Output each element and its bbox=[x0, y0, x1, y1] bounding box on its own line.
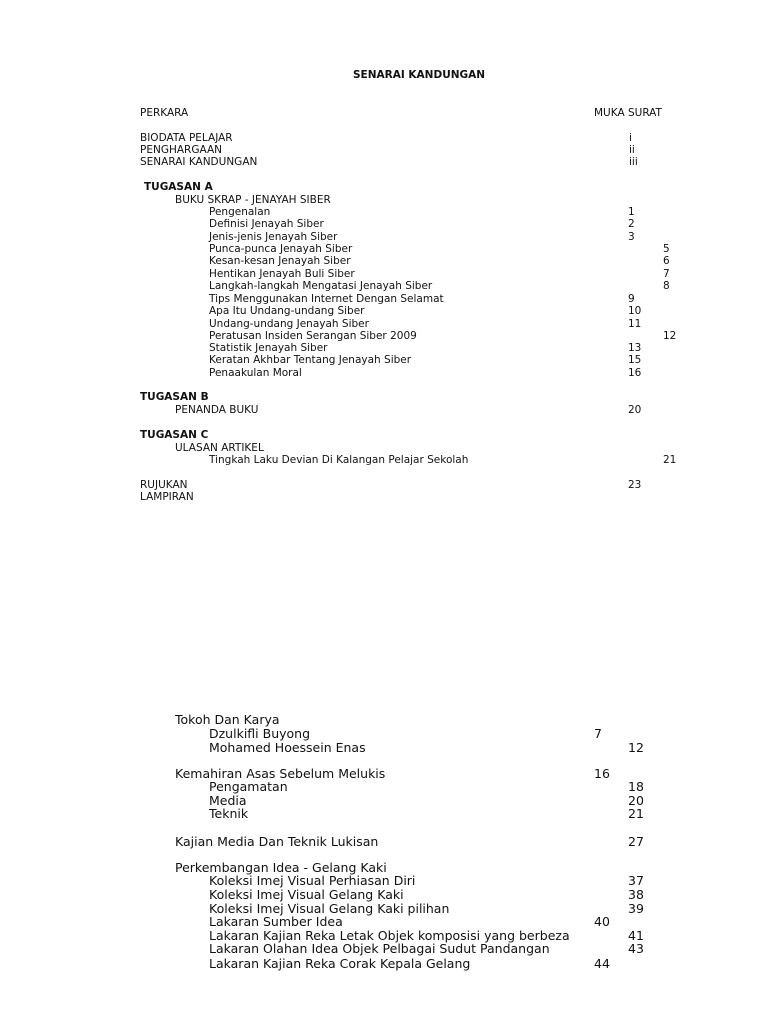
toc-entry-page: 23 bbox=[628, 479, 642, 491]
section-heading-tugasan-c: TUGASAN C bbox=[140, 429, 209, 441]
toc-entry-page: 43 bbox=[628, 941, 644, 956]
subsection-heading: BUKU SKRAP - JENAYAH SIBER bbox=[175, 194, 331, 206]
toc-entry-label: Jenis-jenis Jenayah Siber bbox=[209, 231, 338, 243]
toc-entry-label: BIODATA PELAJAR bbox=[140, 132, 233, 144]
toc-entry-page: iii bbox=[629, 156, 638, 168]
toc-entry-label: Pengenalan bbox=[209, 206, 271, 218]
toc-entry-label: Hentikan Jenayah Buli Siber bbox=[209, 268, 355, 280]
toc-entry-label: Mohamed Hoessein Enas bbox=[209, 740, 366, 755]
toc-entry-page: 20 bbox=[628, 793, 644, 808]
toc-entry-label: Dzulkifli Buyong bbox=[209, 726, 311, 741]
toc-entry-label: SENARAI KANDUNGAN bbox=[140, 156, 258, 168]
toc-entry-label: Lakaran Olahan Idea Objek Pelbagai Sudut Pandangan bbox=[209, 941, 550, 956]
toc-entry-label: RUJUKAN bbox=[140, 479, 188, 491]
toc-entry-label: PENGHARGAAN bbox=[140, 144, 222, 156]
toc-entry-label: Lakaran Kajian Reka Letak Objek komposisi yang berbeza bbox=[209, 928, 570, 943]
toc-entry-page: 18 bbox=[628, 779, 644, 794]
toc-entry-label: LAMPIRAN bbox=[140, 491, 194, 503]
toc-entry-page: 8 bbox=[663, 280, 670, 292]
toc-entry-label: Koleksi Imej Visual Perhiasan Diri bbox=[209, 873, 416, 888]
toc-entry-label: Pengamatan bbox=[209, 779, 288, 794]
toc-entry-label: Tips Menggunakan Internet Dengan Selamat bbox=[209, 293, 444, 305]
toc-entry-page: 21 bbox=[663, 454, 677, 466]
toc-entry-page: ii bbox=[629, 144, 635, 156]
toc-entry-page: 21 bbox=[628, 806, 644, 821]
toc-entry-label: PENANDA BUKU bbox=[175, 404, 259, 416]
toc-entry-page: 10 bbox=[628, 305, 642, 317]
toc-entry-page: 37 bbox=[628, 873, 644, 888]
section-heading: Perkembangan Idea - Gelang Kaki bbox=[175, 860, 387, 875]
toc-entry-page: 12 bbox=[663, 330, 677, 342]
toc-entry-page: 7 bbox=[594, 726, 602, 741]
toc-entry-page: 13 bbox=[628, 342, 642, 354]
toc-entry-page: 1 bbox=[628, 206, 635, 218]
toc-entry-label: Penaakulan Moral bbox=[209, 367, 302, 379]
toc-entry-label: Lakaran Kajian Reka Corak Kepala Gelang bbox=[209, 956, 471, 971]
toc-entry-label: Lakaran Sumber Idea bbox=[209, 914, 343, 929]
toc-entry-page: 3 bbox=[628, 231, 635, 243]
toc-entry-page: 16 bbox=[594, 766, 610, 781]
toc-entry-page: 12 bbox=[628, 740, 644, 755]
section-heading: Kajian Media Dan Teknik Lukisan bbox=[175, 834, 379, 849]
toc-entry-label: Punca-punca Jenayah Siber bbox=[209, 243, 353, 255]
toc-entry-page: i bbox=[629, 132, 632, 144]
toc-entry-page: 20 bbox=[628, 404, 642, 416]
toc-entry-page: 5 bbox=[663, 243, 670, 255]
toc-entry-label: Undang-undang Jenayah Siber bbox=[209, 318, 369, 330]
toc-entry-page: 41 bbox=[628, 928, 644, 943]
toc-entry-page: 11 bbox=[628, 318, 642, 330]
subsection-heading: ULASAN ARTIKEL bbox=[175, 442, 264, 454]
toc-entry-label: Statistik Jenayah Siber bbox=[209, 342, 328, 354]
toc-entry-label: Koleksi Imej Visual Gelang Kaki bbox=[209, 887, 404, 902]
toc-entry-label: Media bbox=[209, 793, 247, 808]
toc-entry-page: 9 bbox=[628, 293, 635, 305]
toc-entry-label: Kesan-kesan Jenayah Siber bbox=[209, 255, 351, 267]
section-heading: Kemahiran Asas Sebelum Melukis bbox=[175, 766, 386, 781]
toc-entry-label: Tingkah Laku Devian Di Kalangan Pelajar Sekolah bbox=[209, 454, 469, 466]
toc-entry-page: 39 bbox=[628, 901, 644, 916]
section-heading: Tokoh Dan Karya bbox=[175, 712, 280, 727]
toc-entry-page: 40 bbox=[594, 914, 610, 929]
toc-entry-page: 27 bbox=[628, 834, 644, 849]
toc-entry-page: 7 bbox=[663, 268, 670, 280]
page-title: SENARAI KANDUNGAN bbox=[353, 69, 486, 81]
toc-entry-page: 15 bbox=[628, 354, 642, 366]
toc-entry-page: 16 bbox=[628, 367, 642, 379]
section-heading-tugasan-b: TUGASAN B bbox=[140, 391, 209, 403]
column-header-item: PERKARA bbox=[140, 107, 189, 119]
toc-entry-page: 6 bbox=[663, 255, 670, 267]
toc-entry-label: Definisi Jenayah Siber bbox=[209, 218, 324, 230]
toc-entry-label: Keratan Akhbar Tentang Jenayah Siber bbox=[209, 354, 412, 366]
toc-entry-label: Peratusan Insiden Serangan Siber 2009 bbox=[209, 330, 417, 342]
toc-entry-page: 44 bbox=[594, 956, 610, 971]
toc-entry-label: Koleksi Imej Visual Gelang Kaki pilihan bbox=[209, 901, 450, 916]
toc-entry-label: Langkah-langkah Mengatasi Jenayah Siber bbox=[209, 280, 433, 292]
section-heading-tugasan-a: TUGASAN A bbox=[144, 181, 213, 193]
toc-entry-label: Teknik bbox=[209, 806, 249, 821]
column-header-page: MUKA SURAT bbox=[594, 107, 662, 119]
toc-entry-page: 2 bbox=[628, 218, 635, 230]
toc-entry-page: 38 bbox=[628, 887, 644, 902]
toc-entry-label: Apa Itu Undang-undang Siber bbox=[209, 305, 365, 317]
